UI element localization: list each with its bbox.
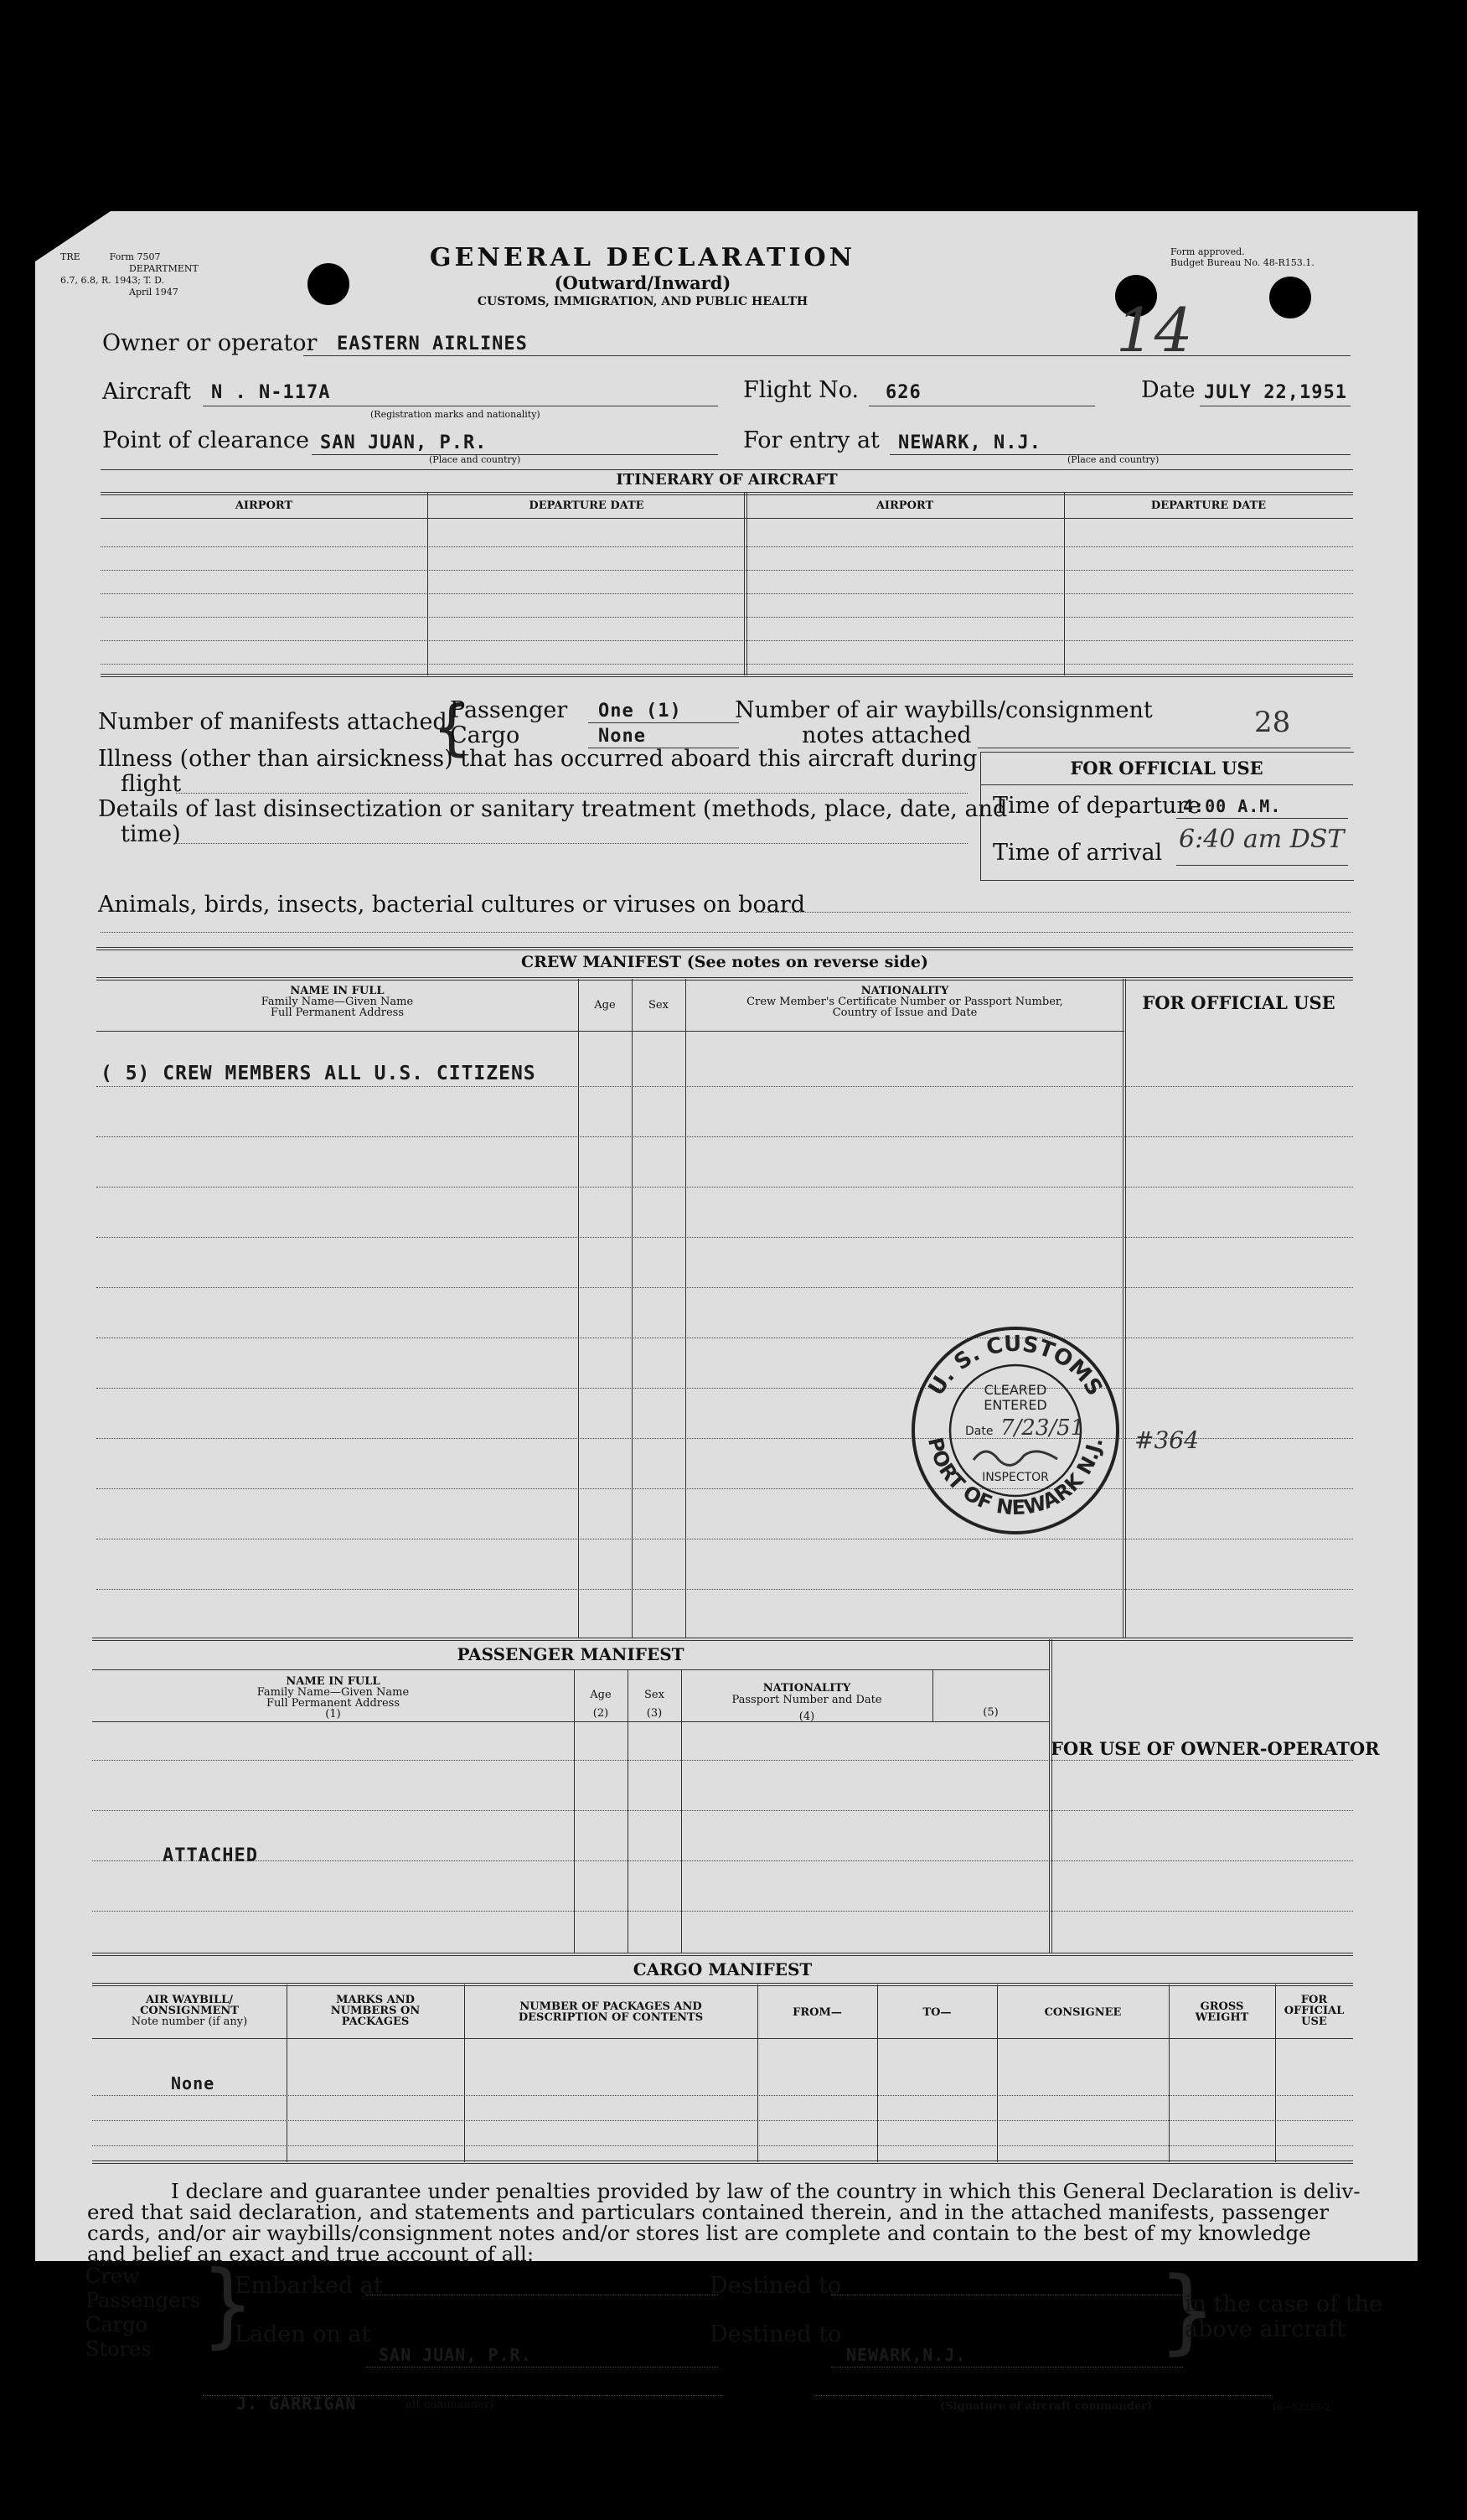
cargo-manifest-title: CARGO MANIFEST <box>633 1959 813 1979</box>
crew-col-sex: Sex <box>648 999 669 1012</box>
crew-col-name: NAME IN FULL <box>290 985 385 997</box>
illness-label: Illness (other than airsickness) that has occurred aboard this aircraft during <box>98 746 978 772</box>
destined-label: Destined to <box>710 2273 842 2299</box>
itinerary-title: ITINERARY OF AIRCRAFT <box>616 471 838 489</box>
passenger-count-label: Passenger <box>450 697 568 723</box>
cargo-col-waybill: AIR WAYBILL/ <box>145 1994 234 2006</box>
crew-entry: ( 5) CREW MEMBERS ALL U.S. CITIZENS <box>101 1063 536 1084</box>
case-label-2: above aircraft <box>1185 2316 1346 2342</box>
pass-col-nationality: NATIONALITY <box>762 1682 851 1695</box>
pass-col-num-2: (2) <box>592 1707 609 1720</box>
waybills-label: Number of air waybills/consignment <box>735 697 1153 723</box>
official-box-title: FOR OFFICIAL USE <box>1070 758 1263 779</box>
declaration-line-4: and belief an exact and true account of all: <box>87 2242 535 2266</box>
cargo-count-value: None <box>598 726 646 747</box>
footer-code: 16—52255-2 <box>1271 2402 1330 2413</box>
form-regulation: 6.7, 6.8, R. 1943; T. D. <box>60 275 165 286</box>
form-date: April 1947 <box>129 287 178 298</box>
embarked-label: Embarked at <box>235 2273 383 2299</box>
declaration-line-1: I declare and guarantee under penalties provided by law of the country in which this General Declaration is deliv- <box>171 2179 1361 2203</box>
stamp-date: 7/23/51 <box>1000 1415 1085 1441</box>
punch-hole <box>1269 277 1311 318</box>
punch-hole <box>307 263 349 305</box>
animals-label: Animals, birds, insects, bacterial cultures or viruses on board <box>98 892 806 918</box>
crew-col-certificate: Crew Member's Certificate Number or Passport Number, <box>746 996 1063 1008</box>
pass-col-name: NAME IN FULL <box>286 1675 380 1688</box>
itinerary-col-airport: AIRPORT <box>235 499 293 512</box>
arrival-time-label: Time of arrival <box>993 840 1163 866</box>
entry-value: NEWARK, N.J. <box>898 432 1041 453</box>
passenger-manifest-title: PASSENGER MANIFEST <box>457 1644 684 1664</box>
destined-label-2: Destined to <box>710 2321 842 2347</box>
item-cargo: Cargo <box>85 2313 147 2336</box>
cargo-col-weight: WEIGHT <box>1195 2011 1249 2024</box>
aircraft-value: N . N-117A <box>211 382 331 403</box>
date-label: Date <box>1141 377 1196 403</box>
pass-col-num-3: (3) <box>646 1707 663 1720</box>
stamp-cleared: CLEARED <box>984 1382 1047 1398</box>
stamp-customs-text: U. S. CUSTOMS <box>923 1331 1108 1400</box>
disinsect-label: Details of last disinsectization or sanitary treatment (methods, place, date, and <box>98 796 1008 822</box>
form-title: GENERAL DECLARATION <box>429 243 856 272</box>
cargo-col-to: TO— <box>922 2006 952 2019</box>
cargo-col-marks: MARKS AND <box>336 1994 415 2006</box>
passenger-entry: ATTACHED <box>163 1845 258 1866</box>
stamp-note: #364 <box>1134 1426 1199 1454</box>
cargo-col-packages-2: DESCRIPTION OF CONTENTS <box>518 2011 704 2024</box>
cargo-col-waybill-2: CONSIGNMENT <box>140 2005 239 2017</box>
customs-stamp <box>907 1326 1124 1535</box>
disinsect-label-2: time) <box>121 821 181 847</box>
form-agencies: CUSTOMS, IMMIGRATION, AND PUBLIC HEALTH <box>477 295 808 308</box>
cargo-col-consignee: CONSIGNEE <box>1044 2006 1122 2019</box>
cargo-col-packages: NUMBER OF PACKAGES AND <box>519 2000 702 2013</box>
cargo-col-from: FROM— <box>793 2006 842 2019</box>
stamp-inspector: INSPECTOR <box>982 1471 1049 1484</box>
crew-col-age: Age <box>594 999 616 1012</box>
declaration-form: TRE Form 7507 DEPARTMENT 6.7, 6.8, R. 1943; T. D. April 1947 GENERAL DECLARATION (Outward/Inward) CUSTOMS, IMMIGRATION, AND PUBLIC HEALTH Form approved. Budget Bureau No. 48-R153.1. Owner or operator EASTERN AIRLINES 14 Aircraft N . N-117A (Registration marks and nationality) Flight No. 626 Date JULY 22,1951 Point of clearance SAN JUAN, P.R. (Place and country) For entry at NEWARK, N.J. (Place and country) ITINERARY OF AIRCRAFT AIRPORT DEPARTURE DATE AIRPORT DEPARTURE DATE Number of manifests attached { Passenger One (1) Cargo None Number of air waybills/consignment notes attached 28 Illness (other than airsickness) that has occurred aboard this aircraft during flight Details of last disinsectization or sanitary treatment (methods, place, date, and time) FOR OFFICIAL USE Time of departure 4:00 A.M. Time of arrival 6:40 am DST Animals, birds, insects, bacterial cultures or viruses on board CREW MANIFEST (See notes on reverse side) NAME IN FULL Family Name—Given Name Full Permanent Address Age Sex NATIONALITY Crew Member's Certificate Number or Passport Number, Country of Issue and Date FOR OFFICIAL USE ( 5) CREW MEMBERS ALL U.S. CITIZENS U. S. CUSTOMS PORT OF NEWARK N.J. CLEARED ENTERED Date 7/23/51 INSPECTOR #364 PASSENGER MANIFEST NAME IN FULL Family Name—Given Name Full Permanent Address (1) Age (2) Sex (3) NATIONALITY Passport Number and Date (4) (5) FOR USE OF OWNER-OPERATOR ATTACHED CARGO MANIFEST AIR WAYBILL/ CONSIGNMENT Note number (if any) MARKS AND NUMBERS ON PACKAGES NUMBER OF PACKAGES AND DESCRIPTION OF CONTENTS FROM— TO— CONSIGNEE GROSS WEIGHT FOR OFFICIAL USE None I declare and guarantee under penalties provided by law of the country in which this General Declaration is deliv- ered that said declaration, and statements and particulars contained therein, and in the attached manifests, passenger cards, and/or air waybills/consignment notes and/or stores list are complete and contain to the best of my knowledge and belief an exact and true account of all: Crew Passengers Cargo Stores { Embarked at Destined to Laden on at SAN JUAN, P.R. Destined to NEWARK,N.J. { in the case of the above aircraft J. GARRIGAN aft commander) (Signature of aircraft commander) 16—52255-2 <box>35 211 1418 2261</box>
waybills-label-2: notes attached <box>802 722 972 748</box>
cargo-col-marks-2: NUMBERS ON <box>330 2005 421 2017</box>
manifests-label: Number of manifests attached <box>98 709 447 735</box>
pass-col-num-5: (5) <box>983 1706 999 1719</box>
laden-value: SAN JUAN, P.R. <box>379 2345 532 2365</box>
itinerary-col-departure-2: DEPARTURE DATE <box>1150 499 1267 512</box>
pass-col-age: Age <box>590 1689 612 1701</box>
declaration-items <box>85 2264 200 2362</box>
form-approved: Form approved. <box>1170 246 1245 257</box>
pass-col-name-sub: Family Name—Given Name <box>256 1686 410 1699</box>
owner-label: Owner or operator <box>102 330 318 356</box>
cargo-col-gross: GROSS <box>1200 2000 1244 2013</box>
passenger-count-value: One (1) <box>598 701 682 722</box>
form-prefix: TRE <box>60 251 80 262</box>
crew-col-nationality: NATIONALITY <box>860 985 949 997</box>
aircraft-label: Aircraft <box>102 379 192 405</box>
entry-label: For entry at <box>743 427 880 453</box>
cargo-col-official-2: OFFICIAL <box>1284 2005 1345 2017</box>
pass-col-sex: Sex <box>644 1689 664 1701</box>
form-number-block <box>60 251 199 298</box>
cargo-col-official: FOR <box>1300 1994 1328 2006</box>
commander-name-note: aft commander) <box>405 2398 494 2411</box>
crew-col-official: FOR OFFICIAL USE <box>1142 992 1335 1013</box>
waybills-value: 28 <box>1254 706 1291 739</box>
laden-label: Laden on at <box>235 2321 371 2347</box>
form-number: Form 7507 <box>109 251 161 262</box>
departure-time-value: 4:00 A.M. <box>1183 796 1282 816</box>
destined-value-2: NEWARK,N.J. <box>846 2345 967 2365</box>
clearance-note: (Place and country) <box>429 454 521 465</box>
item-crew: Crew <box>85 2264 140 2288</box>
stamp-port-text: PORT OF NEWARK N.J. <box>922 1435 1108 1520</box>
commander-signature-note: (Signature of aircraft commander) <box>940 2400 1153 2413</box>
stamp-entered: ENTERED <box>984 1397 1047 1413</box>
declaration-line-2: ered that said declaration, and statements and particulars contained therein, and in the attached manifests, passenger <box>87 2200 1330 2224</box>
pass-col-passport: Passport Number and Date <box>731 1694 882 1706</box>
clearance-label: Point of clearance <box>102 427 309 453</box>
cargo-col-official-3: USE <box>1301 2015 1327 2028</box>
itinerary-col-departure: DEPARTURE DATE <box>529 499 644 512</box>
stamp-date-label: Date <box>965 1425 994 1438</box>
item-stores: Stores <box>85 2337 152 2361</box>
crew-col-name-sub: Family Name—Given Name <box>261 996 414 1008</box>
handwritten-number: 14 <box>1116 295 1193 365</box>
crew-col-country: Country of Issue and Date <box>832 1006 978 1019</box>
form-department: DEPARTMENT <box>129 263 199 274</box>
aircraft-note: (Registration marks and nationality) <box>370 409 540 420</box>
owner-value: EASTERN AIRLINES <box>337 334 528 354</box>
entry-note: (Place and country) <box>1067 454 1160 465</box>
pass-col-num-4: (4) <box>798 1710 815 1723</box>
declaration-line-3: cards, and/or air waybills/consignment notes and/or stores list are complete and contain to the best of my knowledge <box>87 2221 1311 2245</box>
flight-label: Flight No. <box>743 377 860 403</box>
cargo-count-label: Cargo <box>450 722 520 748</box>
departure-time-label: Time of departure <box>993 793 1201 819</box>
cargo-entry: None <box>171 2073 215 2093</box>
pass-col-num-1: (1) <box>325 1708 341 1721</box>
clearance-value: SAN JUAN, P.R. <box>320 432 488 453</box>
itinerary-col-airport-2: AIRPORT <box>876 499 934 512</box>
illness-label-2: flight <box>121 771 182 797</box>
flight-value: 626 <box>886 382 922 403</box>
crew-col-name-address: Full Permanent Address <box>270 1006 405 1019</box>
owner-operator-col: FOR USE OF OWNER-OPERATOR <box>1051 1738 1380 1759</box>
budget-bureau-number: Budget Bureau No. 48-R153.1. <box>1170 257 1315 268</box>
date-value: JULY 22,1951 <box>1204 382 1347 403</box>
case-label: in the case of the <box>1185 2291 1383 2317</box>
pass-col-address: Full Permanent Address <box>266 1697 400 1710</box>
arrival-time-value: 6:40 am DST <box>1179 825 1345 854</box>
commander-name: J. GARRIGAN <box>236 2393 357 2414</box>
cargo-col-marks-3: PACKAGES <box>341 2015 410 2028</box>
cargo-col-waybill-3: Note number (if any) <box>131 2015 248 2028</box>
crew-manifest-title: CREW MANIFEST (See notes on reverse side) <box>520 953 928 971</box>
form-subtitle: (Outward/Inward) <box>554 272 731 293</box>
item-passengers: Passengers <box>85 2289 201 2312</box>
